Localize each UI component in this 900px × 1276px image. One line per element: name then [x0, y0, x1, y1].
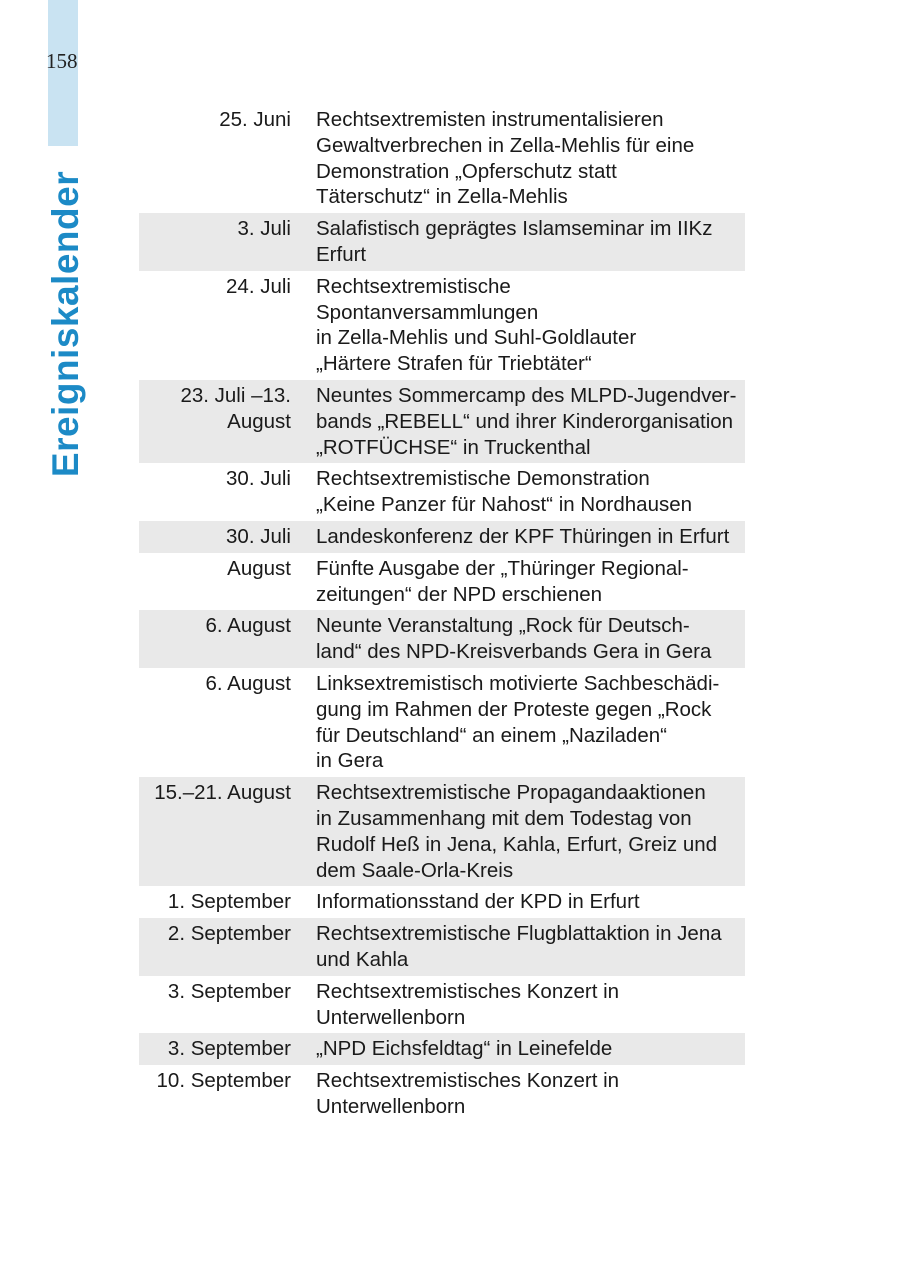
- event-date: 24. Juli: [226, 274, 291, 298]
- event-description: Rechtsextremistische Demonstration „Keine Panzer für Nahost“ in Nordhausen: [316, 467, 693, 517]
- event-description: Neuntes Sommercamp des MLPD-Jugendver- bands „REBELL“ und ihrer Kinderorganisation „ROTFÜCHSE“ in Truckenthal: [316, 380, 745, 463]
- event-date: 25. Juni: [219, 108, 291, 131]
- event-row: [139, 777, 745, 886]
- section-title: Ereigniskalender: [45, 170, 86, 478]
- event-calendar-table: [139, 104, 745, 1123]
- event-row: [139, 886, 745, 918]
- event-description: Rechtsextremistische Spontanversammlungen in Zella-Mehlis und Suhl-Goldlauter „Härtere Strafen für Triebtäter“: [316, 274, 637, 376]
- event-row: [139, 553, 745, 611]
- event-date: 30. Juli: [139, 521, 316, 553]
- event-description: Neunte Veranstaltung „Rock für Deutsch- land“ des NPD-Kreisverbands Gera in Gera: [316, 610, 745, 668]
- event-description: Rechtsextremistische Flugblattaktion in Jena und Kahla: [316, 918, 745, 976]
- event-row: [139, 213, 745, 271]
- event-row: [139, 918, 745, 976]
- page-number: 158: [46, 49, 78, 73]
- event-row: [139, 610, 745, 668]
- event-row: [139, 1033, 745, 1065]
- event-description: Linksextremistisch motivierte Sachbeschädi- gung im Rahmen der Proteste gegen „Rock für Deutschland“ an einem „Naziladen“ in Gera: [316, 671, 720, 773]
- event-date: 10. September: [156, 1069, 291, 1093]
- event-row: [139, 976, 745, 1034]
- event-description: Informationsstand der KPD in Erfurt: [316, 890, 640, 914]
- event-description: Fünfte Ausgabe der „Thüringer Regional- zeitungen“ der NPD erschienen: [316, 556, 689, 606]
- event-description: Landeskonferenz der KPF Thüringen in Erfurt: [316, 521, 745, 553]
- event-description: Salafistisch geprägtes Islamseminar im IIKz Erfurt: [316, 213, 745, 271]
- event-date: 1. September: [167, 890, 291, 914]
- event-description: Rechtsextremistisches Konzert in Unterwellenborn: [316, 979, 620, 1029]
- event-date: 30. Juli: [226, 467, 291, 491]
- event-date: 2. September: [139, 918, 316, 976]
- event-row: [139, 668, 745, 777]
- event-row: [139, 104, 745, 213]
- event-date: 3. September: [139, 1033, 316, 1065]
- event-date: 6. August: [139, 610, 316, 668]
- event-row: [139, 271, 745, 380]
- event-rows: [139, 104, 745, 1123]
- event-date: 3. September: [167, 979, 291, 1003]
- event-row: [139, 1065, 745, 1123]
- event-date: 6. August: [205, 671, 291, 695]
- event-row: [139, 380, 745, 463]
- event-description: Rechtsextremistisches Konzert in Unterwellenborn: [316, 1069, 620, 1118]
- event-date: 15.–21. August: [139, 777, 316, 886]
- event-description: Rechtsextremistische Propagandaaktionen in Zusammenhang mit dem Todestag von Rudolf Heß in Jena, Kahla, Erfurt, Greiz und dem Saale-Orla-Kreis: [316, 777, 745, 886]
- event-description: Rechtsextremisten instrumentalisieren Gewaltverbrechen in Zella-Mehlis für eine Demonstration „Opferschutz statt Täterschutz“ in Zella-Mehlis: [316, 108, 695, 209]
- event-date: August: [227, 556, 291, 580]
- event-date: 23. Juli –13. August: [139, 380, 316, 463]
- event-description: „NPD Eichsfeldtag“ in Leinefelde: [316, 1033, 745, 1065]
- event-date: 3. Juli: [139, 213, 316, 271]
- event-row: [139, 463, 745, 521]
- event-row: [139, 521, 745, 553]
